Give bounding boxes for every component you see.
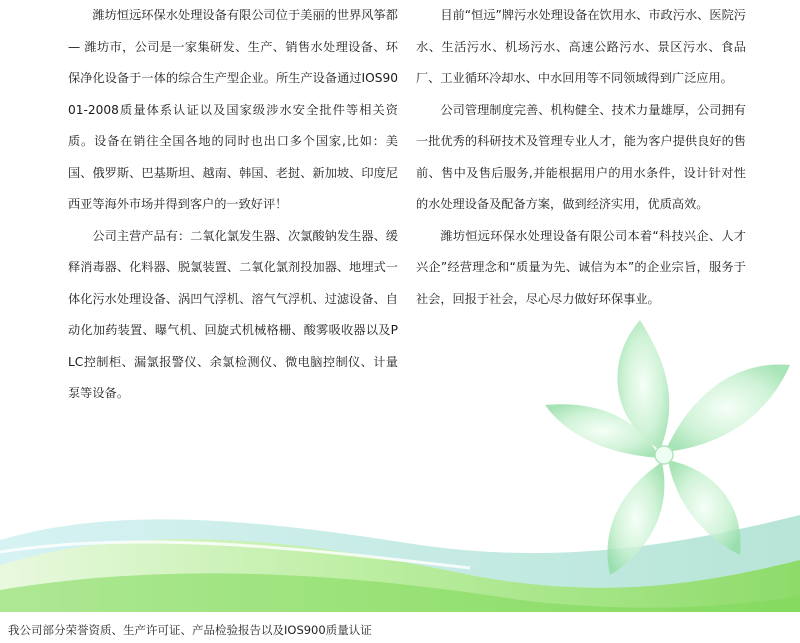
green-wave-background [0, 515, 800, 612]
philosophy-paragraph: 潍坊恒远环保水处理设备有限公司本着“科技兴企、人才兴企”经营理念和“质量为先、诚信为本”的企业宗旨，服务于社会，回报于社会，尽心尽力做好环保事业。 [416, 228, 746, 306]
products-paragraph: 公司主营产品有：二氧化氯发生器、次氯酸钠发生器、缓释消毒器、化料器、脱氯装置、二氧化氯剂投加器、地埋式一体化污水处理设备、涡凹气浮机、溶气气浮机、过滤设备、自动化加药装置、曝气机、回旋式机械格栅、酸雾吸收器以及PLC控制柜、漏氯报警仪、余氯检测仪、微电脑控制仪、计量泵等设备。 [68, 228, 398, 400]
right-text-column [416, 0, 746, 315]
management-paragraph: 公司管理制度完善、机构健全、技术力量雄厚，公司拥有一批优秀的科研技术及管理专业人才，能为客户提供良好的售前、售中及售后服务,并能根据用户的用水条件，设计针对性的水处理设备及配备方案，做到经济实用，优质高效。 [416, 102, 746, 211]
intro-paragraph: 潍坊恒远环保水处理设备有限公司位于美丽的世界风筝都 — 潍坊市，公司是一家集研发、生产、销售水处理设备、环保净化设备于一体的综合生产型企业。所生产设备通过IOS9001-2008质量体系认证以及国家级涉水安全批件等相关资质。设备在销往全国各地的同时也出口多个国家,比如：美国、俄罗斯、巴基斯坦、越南、韩国、老挝、新加坡、印度尼西亚等海外市场并得到客户的一致好评！ [68, 8, 398, 211]
left-text-column [68, 0, 398, 410]
applications-paragraph: 目前“恒远”牌污水处理设备在饮用水、市政污水、医院污水、生活污水、机场污水、高速公路污水、景区污水、食品厂、工业循环冷却水、中水回用等不同领域得到广泛应用。 [416, 8, 746, 85]
certificates-caption: 我公司部分荣誉资质、生产许可证、产品检验报告以及IOS900质量认证 [8, 623, 372, 637]
